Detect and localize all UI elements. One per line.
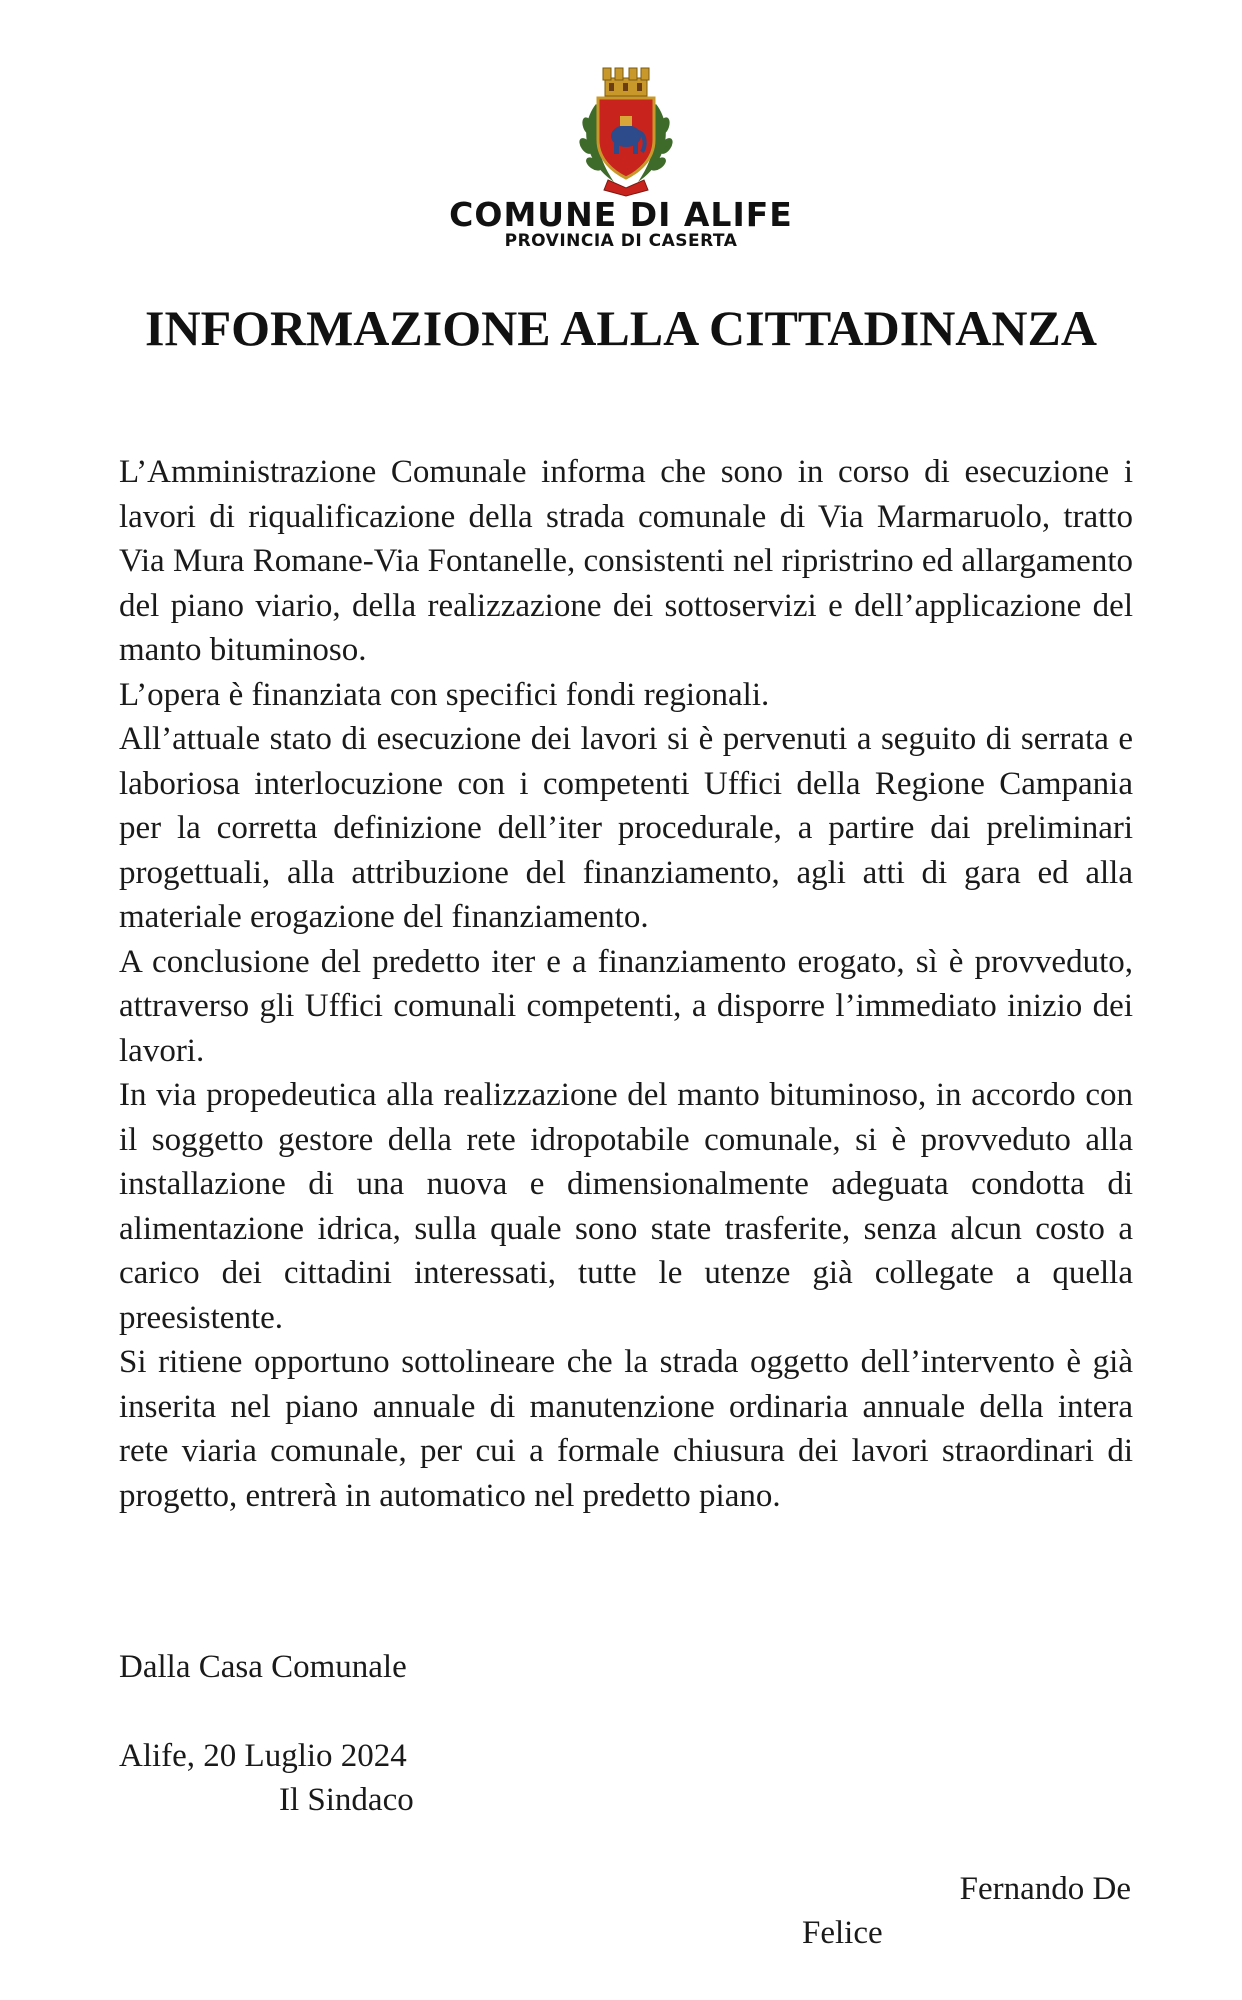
signer-role: Il Sindaco xyxy=(279,1782,414,1818)
signer-name-line1: Fernando De xyxy=(959,1871,1131,1907)
notice-body xyxy=(119,450,1133,1518)
organization-name: COMUNE DI ALIFE xyxy=(449,195,793,234)
municipal-coat-of-arms-icon xyxy=(574,64,678,198)
document-title: INFORMAZIONE ALLA CITTADINANZA xyxy=(145,300,1097,356)
organization-province: PROVINCIA DI CASERTA xyxy=(504,231,738,251)
paragraph-water-supply: In via propedeutica alla realizzazione del manto bituminoso, in accordo con il soggetto gestore della rete idropotabile comunale, si è provveduto alla installazione di una nuova e dimensionalmente adeguata condotta di alimentazione idrica, sulla quale sono state trasferite, senza alcun costo a carico dei cittadini interessati, tutte le utenze già collegate a quella preesistente. xyxy=(119,1077,1133,1336)
closing-line: Dalla Casa Comunale xyxy=(119,1649,407,1685)
paragraph-maintenance: Si ritiene opportuno sottolineare che la strada oggetto dell’intervento è già inserita nel piano annuale di manutenzione ordinaria annuale della intera rete viaria comunale, per cui a formale chiusura dei lavori straordinari di progetto, entrerà in automatico nel predetto piano. xyxy=(119,1344,1133,1514)
paragraph-funding: L’opera è finanziata con specifici fondi regionali. xyxy=(119,676,770,713)
paragraph-intro: L’Amministrazione Comunale informa che sono in corso di esecuzione i lavori di riqualificazione della strada comunale di Via Marmaruolo, tratto Via Mura Romane-Via Fontanelle, consistenti nel ripristrino ed allargamento del piano viario, della realizzazione dei sottoservizi e dell’applicazione del manto bituminoso. xyxy=(119,454,1133,668)
place-and-date: Alife, 20 Luglio 2024 xyxy=(119,1738,407,1774)
paragraph-conclusion: A conclusione del predetto iter e a finanziamento erogato, sì è provveduto, attraverso gli Uffici comunali competenti, a disporre l’immediato inizio dei lavori. xyxy=(119,943,1133,1069)
signer-name-line2: Felice xyxy=(802,1915,883,1951)
ribbon-icon xyxy=(604,180,648,196)
crown-icon xyxy=(603,68,649,96)
paragraph-procedure: All’attuale stato di esecuzione dei lavori si è pervenuti a seguito di serrata e laboriosa interlocuzione con i competenti Uffici della Regione Campania per la corretta definizione dell’iter procedurale, a partire dai preliminari progettuali, alla attribuzione del finanziamento, agli atti di gara ed alla materiale erogazione del finanziamento. xyxy=(119,721,1133,935)
